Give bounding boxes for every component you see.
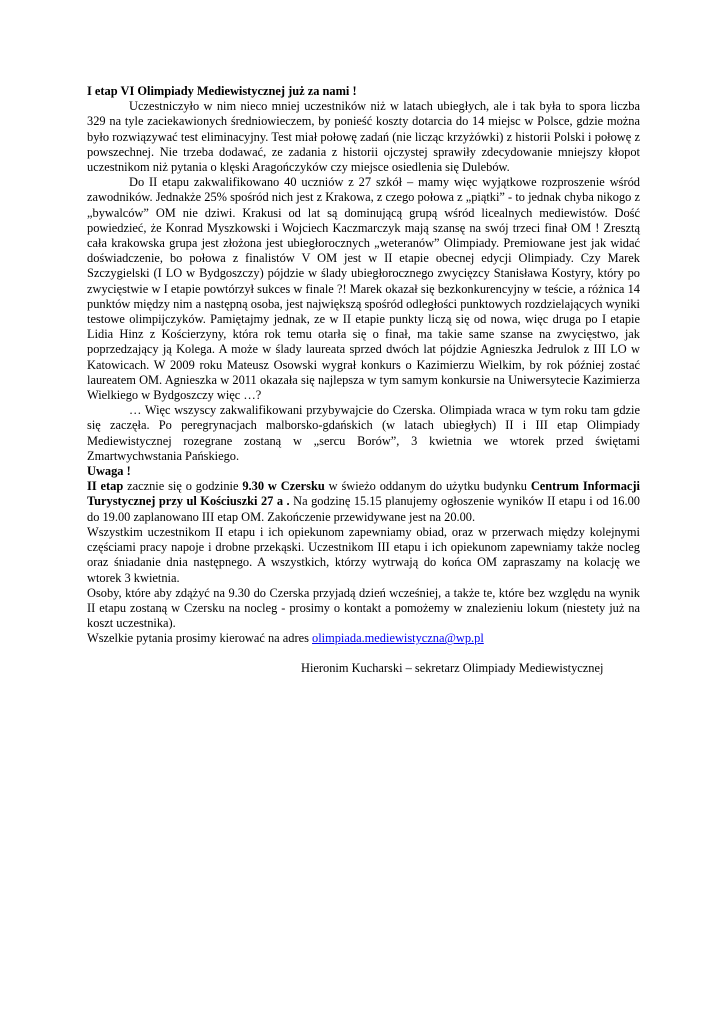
paragraph-first-stage: Uczestniczyło w nim nieco mniej uczestników niż w latach ubiegłych, ale i tak była to spora liczba 329 na tyle zaciekawionych średniowieczem, by ponieść koszty dotarcia do 14 miejsc w Polsce, gdzie można było rozwiązywać test eliminacyjny. Test miał połowę zadań (nie licząc krzyżówki) z historii Polski i połowę z powszechnej. Nie trzeba dodawać, ze zadania z historii ojczystej sprawiły zdecydowanie mniejszy kłopot uczestnikom niż pytania o klęski Aragończyków czy miejsce osiedlenia się Dulebów. [87,99,640,175]
notice-heading: Uwaga ! [87,464,131,479]
notice-building-text: w świeżo oddanym do użytku budynku [324,479,531,494]
contact-email-link[interactable]: olimpiada.mediewistyczna@wp.pl [312,631,484,646]
document-page [87,84,640,676]
contact-line [87,631,640,646]
signature: Hieronim Kucharski – sekretarz Olimpiady Mediewistycznej [301,660,604,675]
paragraph-czersk: … Więc wszyscy zakwalifikowani przybywajcie do Czerska. Olimpiada wraca w tym roku tam gdzie się zaczęła. Po peregrynacjach malborsko-gdańskich (w latach ubiegłych) II i III etap Olimpiady Mediewistycznej rozegrane zostaną w „sercu Borów”, 3 kwietnia we wtorek przed świętami Zmartwychwstania Pańskiego. [87,403,640,463]
notice-catering: Wszystkim uczestnikom II etapu i ich opiekunom zapewniamy obiad, oraz w przerwach między kolejnymi częściami pracy napoje i drobne przekąski. Uczestnikom III etapu i ich opiekunom zapewniamy także nocleg oraz śniadanie dnia następnego. A wszystkich, którzy wytrwają do końca OM zapraszamy na kolację we wtorek 3 kwietnia. [87,524,640,585]
notice-results-text: Na godzinę 15.15 planujemy ogłoszenie wyników II etapu i od 16.00 do 19.00 zaplanowano III etap OM. Zakończenie przewidywane jest na 20.00. [87,494,640,524]
contact-text: Wszelkie pytania prosimy kierować na adres [87,631,313,646]
document-title: I etap VI Olimpiady Mediewistycznej już za nami ! [87,84,357,98]
notice-accommodation: Osoby, które aby zdążyć na 9.30 do Czerska przyjadą dzień wcześniej, a także te, które bez względu na wynik II etapu zostaną w Czersku na nocleg - prosimy o kontakt a pomożemy w znalezieniu lokum (niestety już na koszt uczestnika). [87,585,640,631]
paragraph-second-stage: Do II etapu zakwalifikowano 40 uczniów z 27 szkół – mamy więc wyjątkowe rozproszenie wśród zawodników. Jednakże 25% spośród nich jest z Krakowa, z czego połowa z „piątki” - to jednak chyba nikogo z „bywalców” OM nie dziwi. Krakusi od lat są dominującą grupą wśród licealnych mediewistów. Dość powiedzieć, że Konrad Myszkowski i Wojciech Kaczmarczyk mają szansę na swój trzeci finał OM ! Zresztą cała krakowska grupa jest złożona jest ubiegłorocznych „weteranów” Olimpiady. Premiowane jest jak widać doświadczenie, bo połowa z finalistów V OM jest w II etapie obecnej edycji Olimpiady. Czy Marek Szczygielski (I LO w Bydgoszczy) pójdzie w ślady ubiegłorocznego zwycięzcy Stanisława Kostyry, który po zwycięstwie w I etapie powtórzył sukces w finale ?! Marek okazał się bezkonkurencyjny w teście, a różnica 14 punktów między nim a następną osoba, jest największą spośród odległości punktowych rozdzielających wyniki testowe olimpijczyków. Pamiętajmy jednak, ze w II etapie punkty liczą się od nowa, więc druga po I etapie Lidia Hinz z Kościerzyny, która rok temu otarła się o finał, ma takie same szanse na zwycięstwo, jak poprzedzający ją Kolega. A może w ślady laureata sprzed dwóch lat pójdzie Agnieszka Jedrulok z III LO w Katowicach. W 2009 roku Mateusz Osowski wygrał konkurs o Kazimierzu Wielkim, by rok później zostać laureatem OM. Agnieszka w 2011 okazała się najlepsza w tym samym konkursie na Uniwersytecie Kazimierza Wielkiego w Bydgoszczy więc …? [87,175,640,403]
notice-schedule [87,479,640,525]
notice-start-time: 9.30 w Czersku [242,479,325,494]
notice-schedule-text: zacznie się o godzinie [123,479,243,494]
notice-stage-label: II etap [87,479,124,494]
notice-venue: Centrum Informacji Turystycznej przy ul Kościuszki 27 a . [87,479,640,509]
